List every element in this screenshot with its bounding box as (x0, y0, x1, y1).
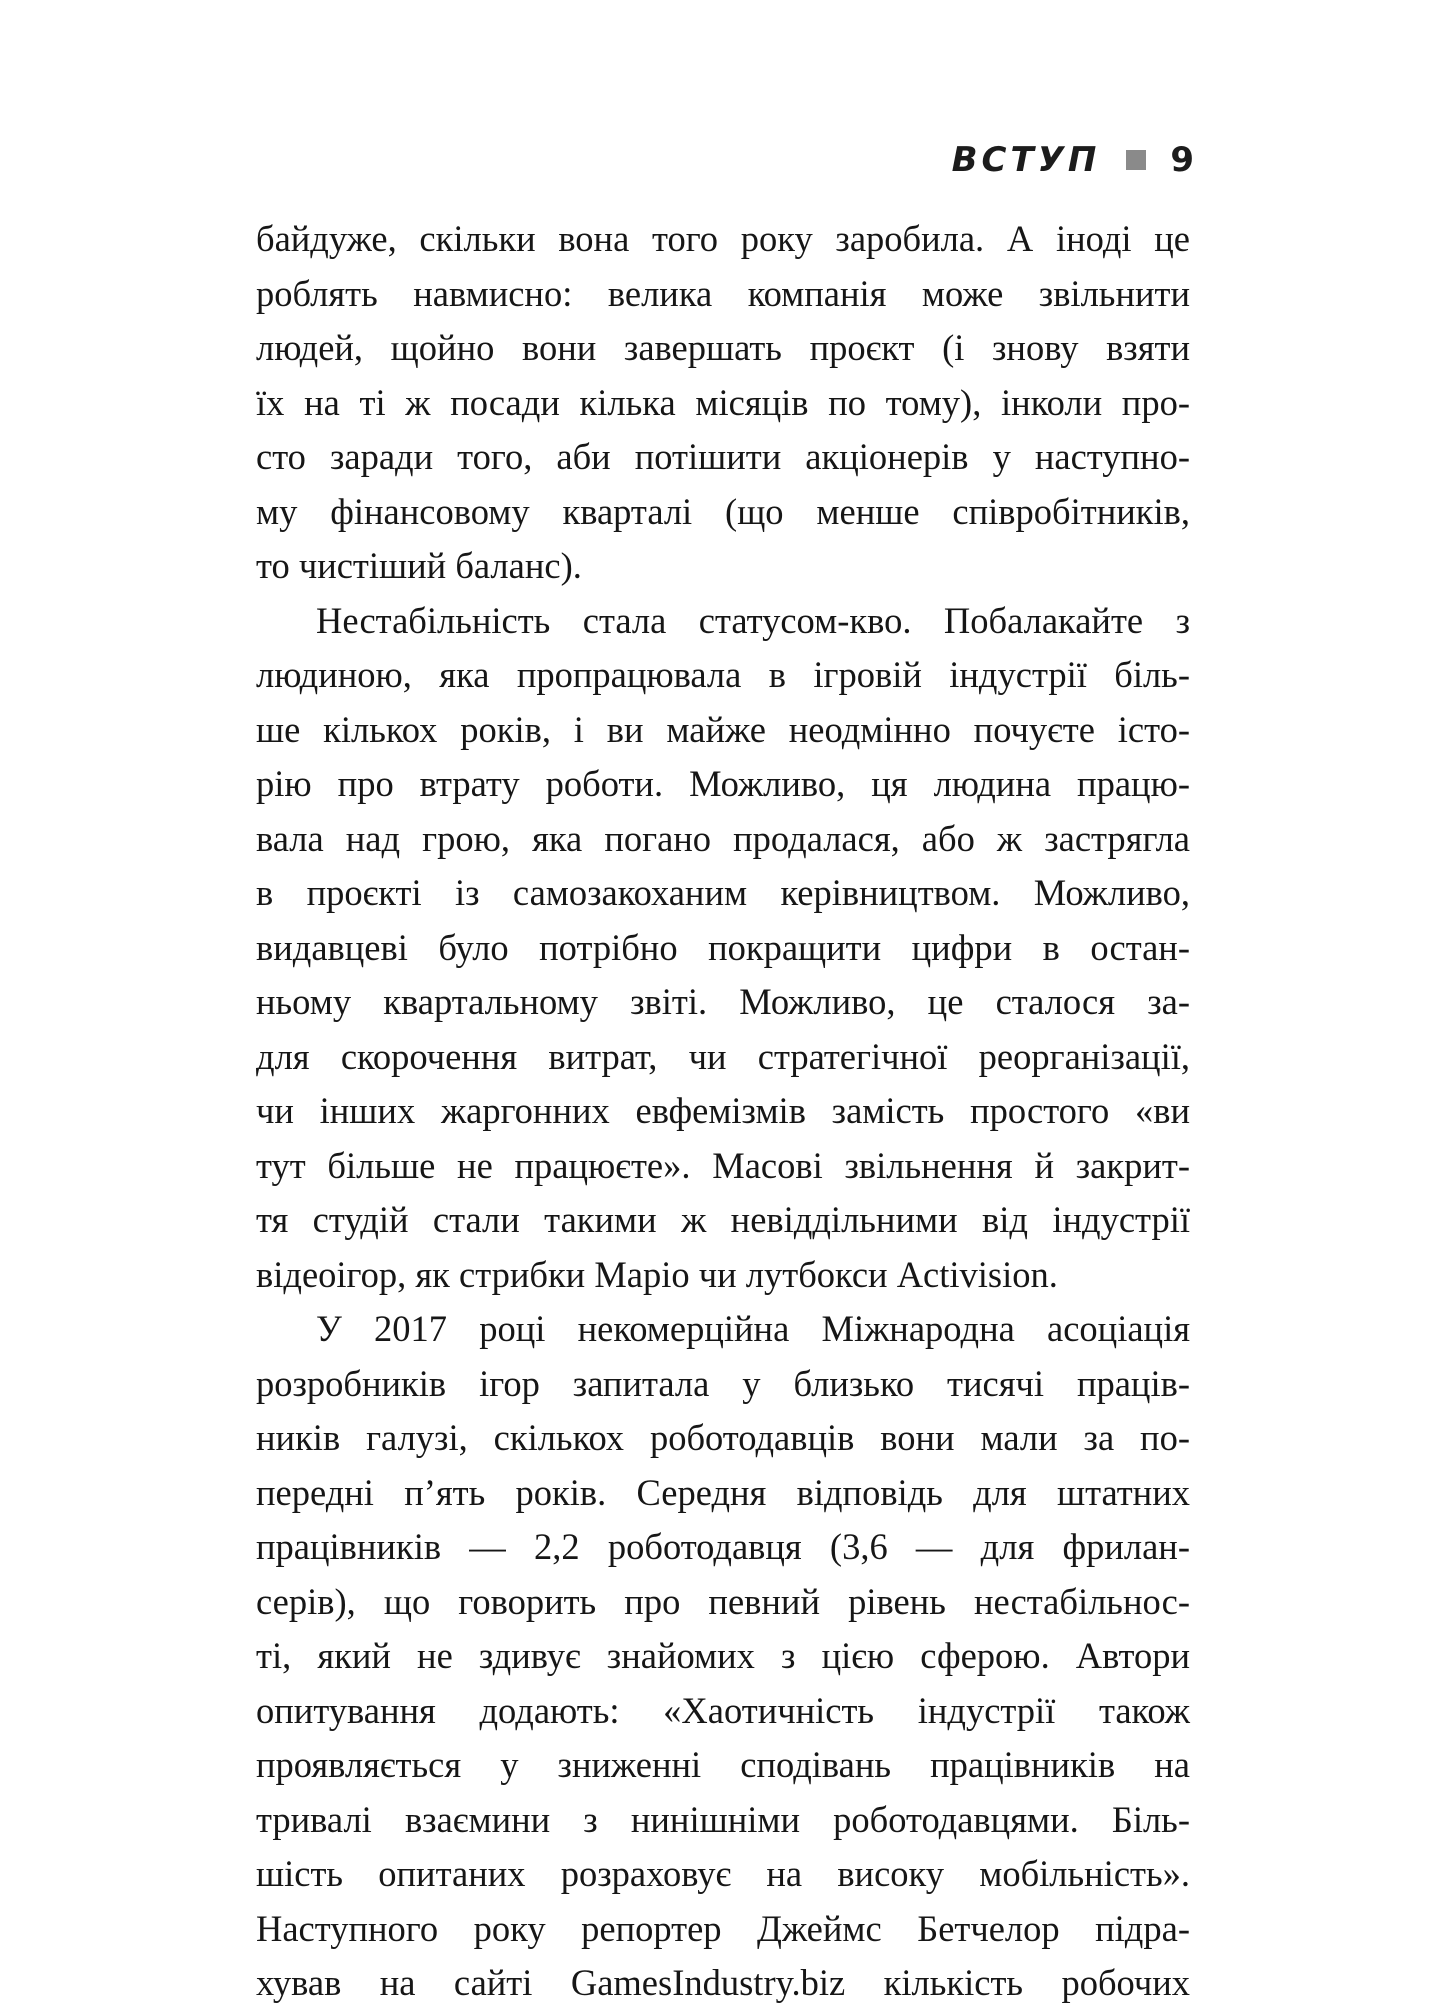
text-line: У 2017 році некомерційна Міжнародна асоціація (316, 1308, 1190, 1349)
text-line: Нестабільність стала статусом-кво. Побалакайте з (316, 599, 1190, 641)
text-line: серів), що говорить про певний рівень нестабільнос- (256, 1580, 1190, 1622)
text-line: вала над грою, яка погано продалася, або ж застрягла (256, 817, 1190, 859)
text-line: роблять навмисно: велика компанія може звільнити (256, 272, 1190, 314)
text-line: відеоігор, як стрибки Маріо чи лутбокси Activision. (256, 1253, 1058, 1295)
text-line: ті, який не здивує знайомих з цією сферою. Автори (256, 1635, 1190, 1676)
text-line: тривалі взаємини з нинішніми роботодавцями. Біль- (256, 1798, 1190, 1840)
text-line: розробників ігор запитала у близько тисячі праців- (256, 1362, 1190, 1404)
text-line: людиною, яка пропрацювала в ігровій індустрії біль- (256, 654, 1190, 695)
body-text (256, 212, 1190, 2011)
text-line: тут більше не працюєте». Масові звільнення й закрит- (256, 1144, 1190, 1186)
text-line: тя студій стали такими ж невіддільними від індустрії (256, 1199, 1190, 1240)
text-line: працівників — 2,2 роботодавця (3,6 — для фрилан- (256, 1526, 1190, 1567)
text-line: сто заради того, аби потішити акціонерів у наступно- (256, 436, 1190, 477)
text-line: опитування додають: «Хаотичність індустрії також (256, 1689, 1190, 1731)
page-number: 9 (1170, 140, 1194, 180)
running-head (952, 140, 1194, 180)
text-line: для скорочення витрат, чи стратегічної реорганізації, (256, 1035, 1190, 1077)
text-line: ше кількох років, і ви майже неодмінно почуєте істо- (256, 708, 1190, 750)
text-line: людей, щойно вони завершать проєкт (і знову взяти (256, 327, 1190, 368)
text-line: проявляється у зниженні сподівань працівників на (256, 1744, 1190, 1785)
text-line: Наступного року репортер Джеймс Бетчелор підра- (256, 1907, 1190, 1949)
text-line: передні п’ять років. Середня відповідь для штатних (256, 1471, 1190, 1513)
text-line: чи інших жаргонних евфемізмів замість простого «ви (256, 1090, 1190, 1131)
section-title: ВСТУП (951, 140, 1101, 180)
text-line: в проєкті із самозакоханим керівництвом. Можливо, (256, 872, 1190, 913)
text-line: видавцеві було потрібно покращити цифри в остан- (256, 926, 1190, 968)
text-line: ньому квартальному звіті. Можливо, це сталося за- (256, 981, 1190, 1022)
text-line: му фінансовому кварталі (що менше співробітників, (256, 490, 1190, 532)
paragraph-3 (256, 1302, 1190, 2011)
text-line: хував на сайті GamesIndustry.biz кількість робочих (256, 1962, 1190, 2003)
text-line: їх на ті ж посади кілька місяців по тому), інколи про- (256, 381, 1190, 423)
text-line: то чистіший баланс). (256, 545, 582, 586)
text-line: рію про втрату роботи. Можливо, ця людина працю- (256, 763, 1190, 804)
text-line: байдуже, скільки вона того року заробила. А іноді це (256, 218, 1190, 259)
text-line: шість опитаних розраховує на високу мобільність». (256, 1853, 1190, 1894)
text-line: ників галузі, скількох роботодавців вони мали за по- (256, 1417, 1190, 1458)
paragraph-1 (256, 212, 1190, 594)
paragraph-2 (256, 594, 1190, 1303)
square-separator-icon (1126, 150, 1146, 170)
